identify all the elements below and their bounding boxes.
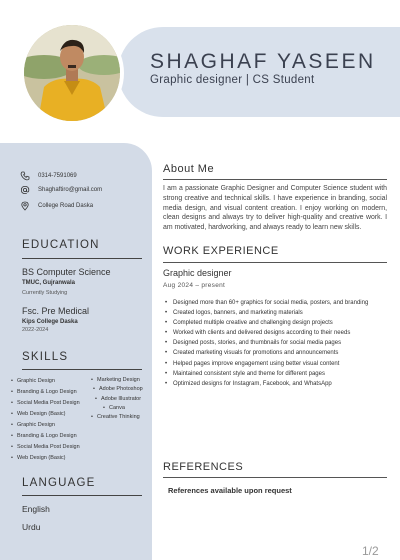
- skill-item: • Branding & Logo Design: [11, 387, 80, 398]
- work-bullet: • Created logos, banners, and marketing materials: [165, 309, 390, 319]
- skill-item: • Graphic Design: [11, 376, 80, 387]
- contact-phone-text: 0314-7591069: [38, 173, 77, 179]
- about-text: I am a passionate Graphic Designer and Computer Science student with strong creative and technical skills. I have experience in branding, social media design, and visual content creation. I enjoy working on modern, clean designs and always try to deliver high-quality and creative work. I am motivated, hardworking, and always ready to learn new skills.: [163, 185, 387, 232]
- language-item: Urdu: [22, 522, 41, 532]
- work-bullet: • Designed more than 60+ graphics for social media, posters, and branding: [165, 299, 390, 309]
- work-bullet: • Completed multiple creative and challenging design projects: [165, 319, 390, 329]
- work-bullet: • Helped pages improve engagement using better visual content: [165, 360, 390, 370]
- contact-address-text: College Road Daska: [38, 203, 94, 209]
- email-icon: [20, 185, 30, 195]
- education-heading: EDUCATION: [22, 239, 100, 251]
- contact-email-text: Shaghaftiro@gmail.com: [38, 187, 103, 193]
- references-divider: [163, 477, 387, 478]
- work-bullet: • Worked with clients and delivered designs according to their needs: [165, 329, 390, 339]
- contact-address: [20, 201, 93, 211]
- work-bullet: • Created marketing visuals for promotions and announcements: [165, 349, 390, 359]
- profile-photo: [24, 25, 120, 121]
- about-heading: About Me: [163, 163, 215, 175]
- references-text: References available upon request: [168, 486, 292, 495]
- skills-heading: SKILLS: [22, 351, 69, 363]
- skills-list-right: [91, 376, 143, 423]
- skill-item: • Adobe Photoshop: [93, 385, 143, 394]
- about-divider: [163, 179, 387, 180]
- skill-item: • Social Media Post Design: [11, 442, 80, 453]
- work-divider: [163, 262, 387, 263]
- skills-list-left: [11, 376, 80, 464]
- education-institution: Kips College Daska: [22, 319, 78, 325]
- job-date: Aug 2024 – present: [163, 282, 226, 289]
- work-bullets: [165, 299, 390, 390]
- candidate-name: SHAGHAF YASEEN: [150, 50, 376, 73]
- skill-item: • Web Design (Basic): [11, 409, 80, 420]
- work-heading: WORK EXPERIENCE: [163, 245, 279, 257]
- page-number: 1/2: [362, 544, 379, 558]
- skill-item: • Marketing Design: [91, 376, 143, 385]
- language-item: English: [22, 504, 50, 514]
- skill-item: • Social Media Post Design: [11, 398, 80, 409]
- phone-icon: [20, 171, 30, 181]
- work-bullet: • Designed posts, stories, and thumbnails for social media pages: [165, 339, 390, 349]
- education-date: 2022-2024: [22, 327, 49, 333]
- skill-item: • Branding & Logo Design: [11, 431, 80, 442]
- contact-email: [20, 185, 102, 195]
- skill-item: • Creative Thinking: [91, 413, 143, 422]
- work-bullet: • Maintained consistent style and theme for different pages: [165, 370, 390, 380]
- skills-divider: [22, 369, 142, 370]
- skill-item: • Adobe Illustrator: [95, 395, 143, 404]
- language-divider: [22, 495, 142, 496]
- work-bullet: • Optimized designs for Instagram, Facebook, and WhatsApp: [165, 380, 390, 390]
- references-heading: REFERENCES: [163, 461, 244, 473]
- language-heading: LANGUAGE: [22, 477, 96, 489]
- skill-item: • Web Design (Basic): [11, 453, 80, 464]
- education-date: Currently Studying: [22, 290, 68, 296]
- skill-item: • Graphic Design: [11, 420, 80, 431]
- education-divider: [22, 258, 142, 259]
- contact-phone: [20, 171, 77, 181]
- candidate-role: Graphic designer | CS Student: [150, 74, 315, 86]
- location-icon: [20, 201, 30, 211]
- education-degree: BS Computer Science: [22, 267, 111, 277]
- skill-item: • Canva: [103, 404, 143, 413]
- education-degree: Fsc. Pre Medical: [22, 306, 90, 316]
- education-institution: TMUC, Gujranwala: [22, 280, 76, 286]
- job-title: Graphic designer: [163, 268, 232, 278]
